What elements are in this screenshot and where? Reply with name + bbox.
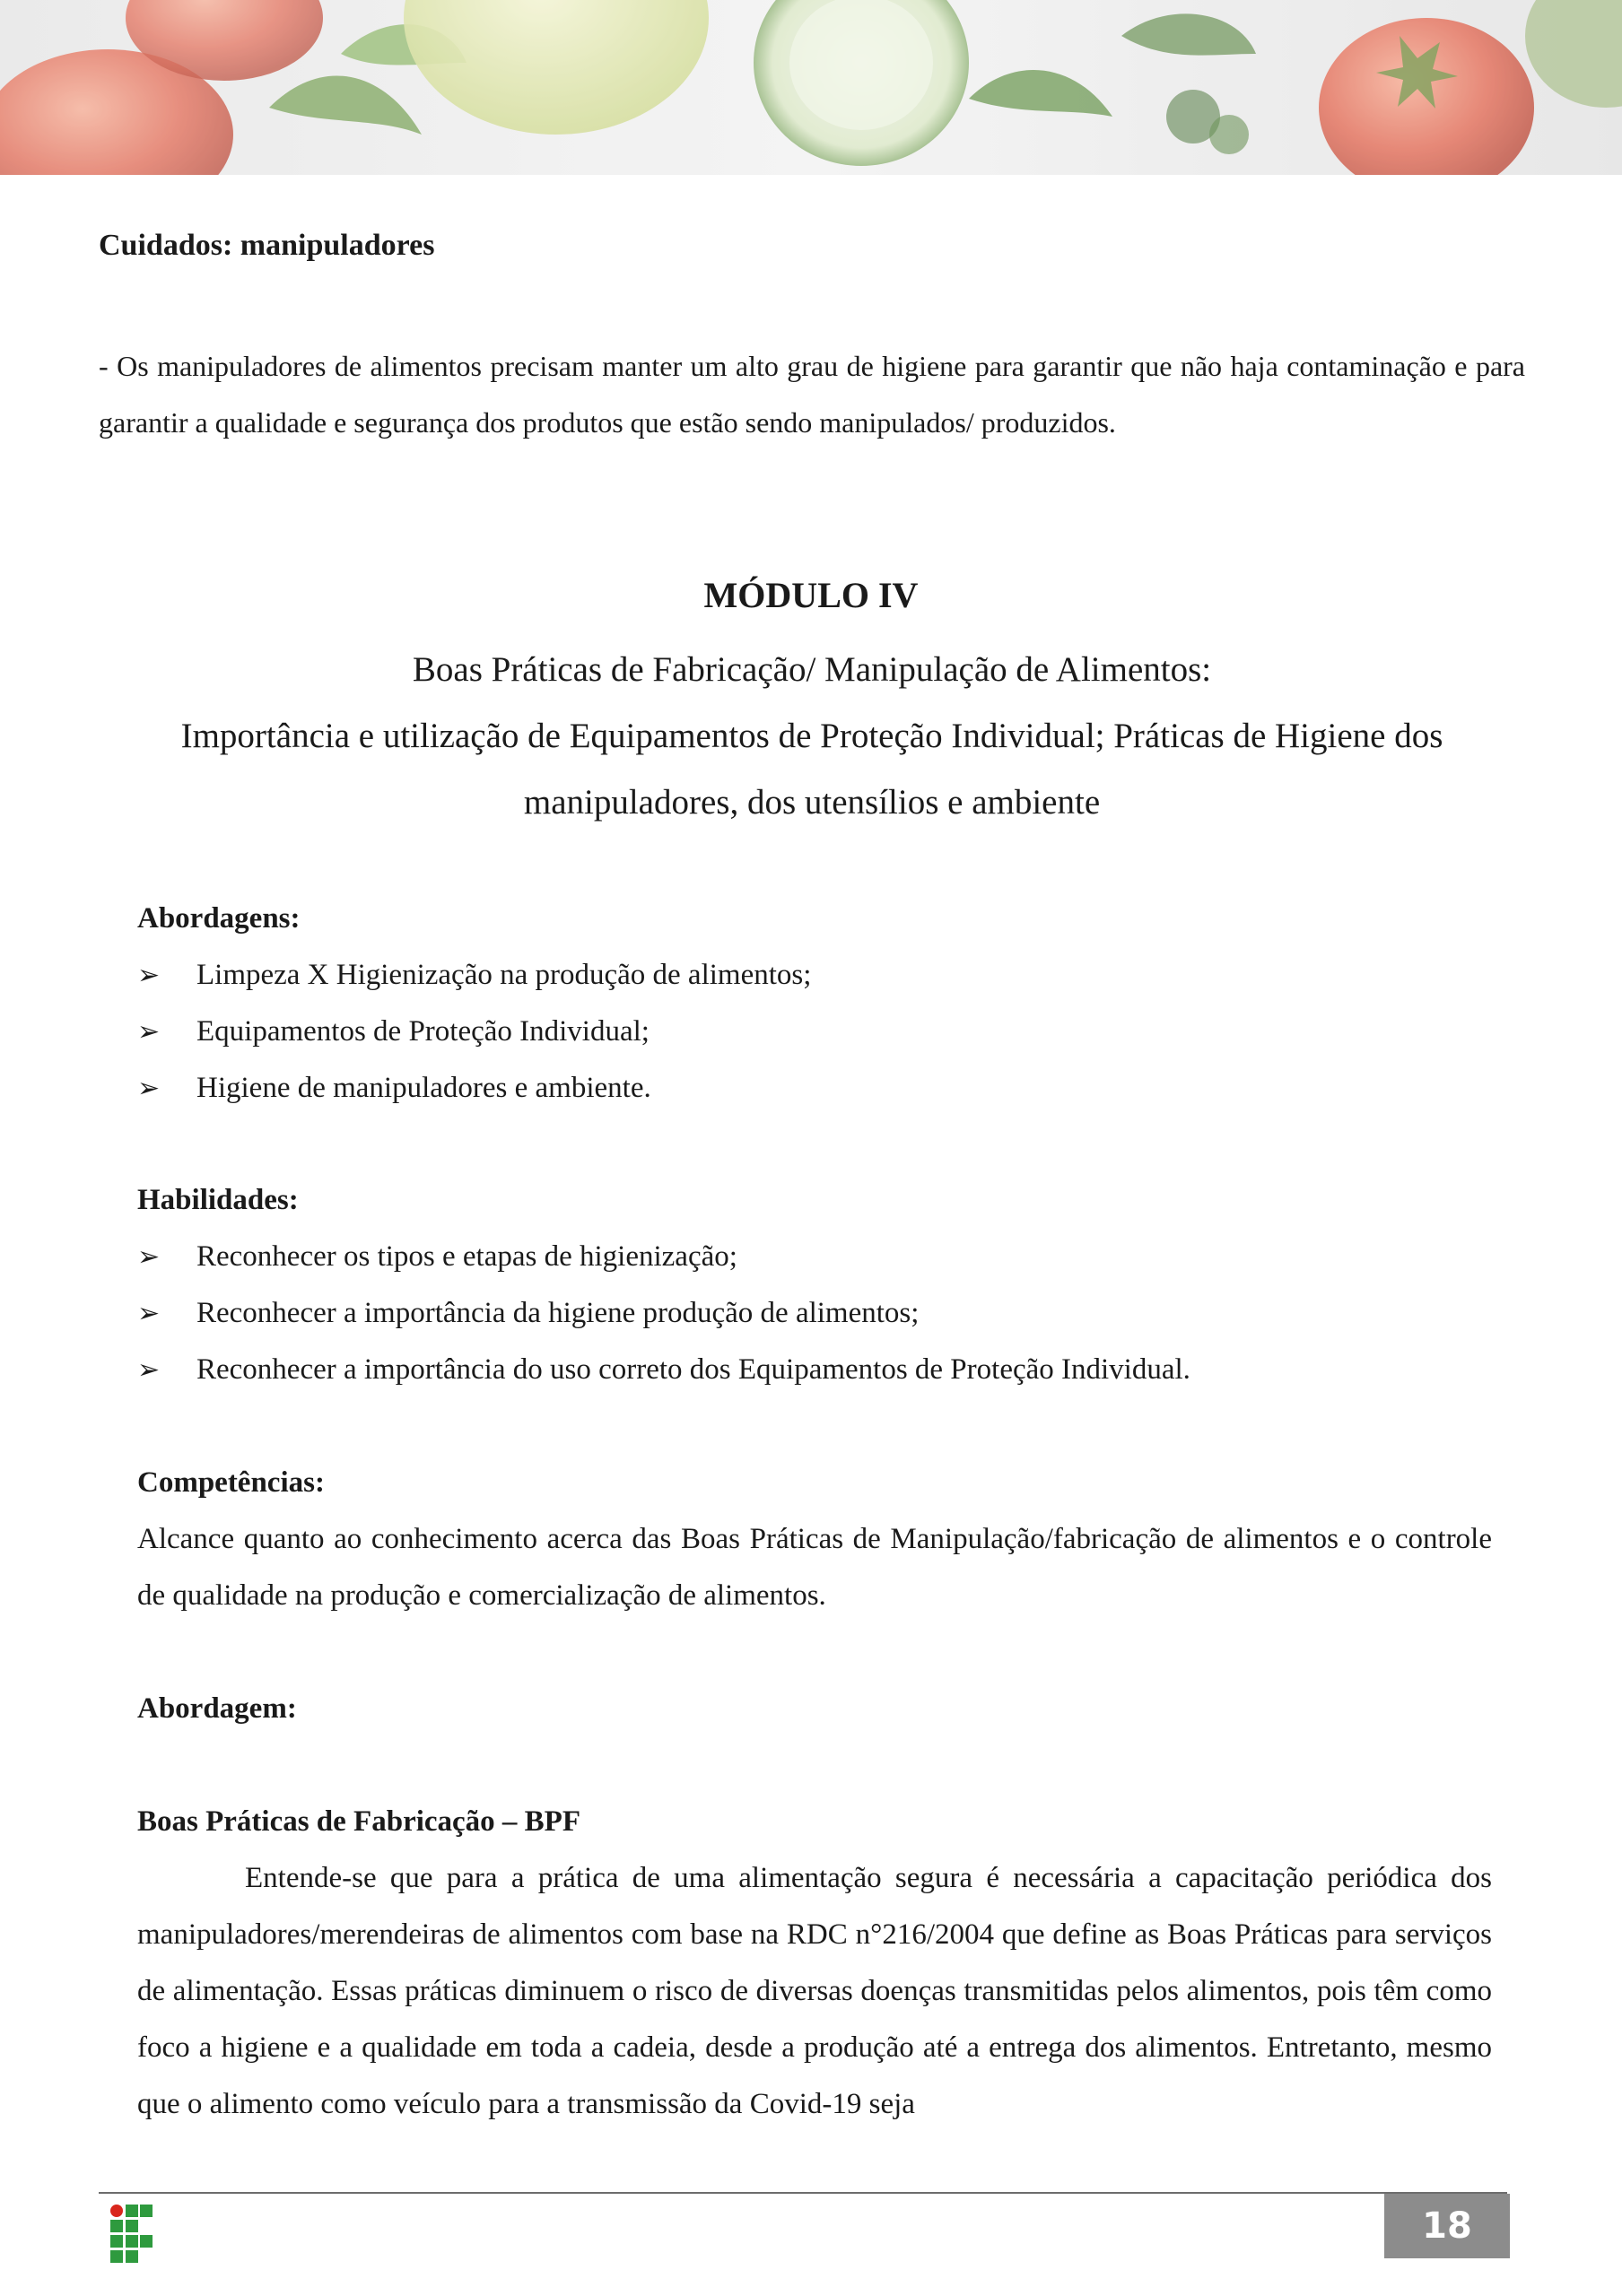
arrow-bullet-icon: ➢	[137, 1299, 161, 1328]
list-item: ➢ Reconhecer os tipos e etapas de higienização;	[137, 1229, 1492, 1285]
competencies-section	[137, 1455, 1492, 1624]
care-section-heading: Cuidados: manipuladores	[99, 229, 435, 262]
bpf-heading: Boas Práticas de Fabricação – BPF	[137, 1805, 581, 1838]
approaches-section	[137, 891, 1492, 1117]
vegetables-banner-image	[0, 0, 1622, 175]
arrow-bullet-icon: ➢	[137, 1074, 161, 1103]
arrow-bullet-icon: ➢	[137, 1017, 161, 1047]
module-subtitle-line2: Importância e utilização de Equipamentos de Proteção Individual; Práticas de Higiene dos manipuladores, dos utensílios e ambiente	[180, 717, 1443, 822]
approach-label: Abordagem:	[137, 1692, 297, 1725]
competencies-label: Competências:	[137, 1466, 325, 1499]
skills-list	[137, 1229, 1492, 1398]
module-subtitle	[90, 637, 1534, 836]
arrow-bullet-icon: ➢	[137, 1355, 161, 1385]
institution-logo-icon	[109, 2204, 154, 2267]
approach-section	[137, 1681, 1492, 1737]
approaches-label: Abordagens:	[137, 902, 301, 935]
arrow-bullet-icon: ➢	[137, 961, 161, 990]
list-item: ➢ Equipamentos de Proteção Individual;	[137, 1004, 1492, 1060]
skills-section	[137, 1172, 1492, 1398]
list-item: ➢ Reconhecer a importância do uso correto dos Equipamentos de Proteção Individual.	[137, 1342, 1492, 1398]
footer-divider	[99, 2192, 1507, 2194]
approaches-list	[137, 947, 1492, 1117]
bpf-text: Entende-se que para a prática de uma alimentação segura é necessária a capacitação periódica dos manipuladores/merendeiras de alimentos com base na RDC n°216/2004 que define as Boas Práticas para serviços de alimentação. Essas práticas diminuem o risco de diversas doenças transmitidas pelos alimentos, pois têm como foco a higiene e a qualidade em toda a cadeia, desde a produção até a entrega dos alimentos. Entretanto, mesmo que o alimento como veículo para a transmissão da Covid-19 seja	[137, 1862, 1492, 2120]
competencies-text: Alcance quanto ao conhecimento acerca das Boas Práticas de Manipulação/fabricação de alimentos e o controle de qualidade na produção e comercialização de alimentos.	[137, 1523, 1492, 1612]
page-number: 18	[1384, 2194, 1510, 2258]
care-section-text: - Os manipuladores de alimentos precisam manter um alto grau de higiene para garantir que não haja contaminação e para garantir a qualidade e segurança dos produtos que estão sendo manipulados/ produzidos.	[99, 350, 1525, 439]
module-title: MÓDULO IV	[703, 575, 919, 615]
list-item: ➢ Limpeza X Higienização na produção de alimentos;	[137, 947, 1492, 1004]
module-subtitle-line1: Boas Práticas de Fabricação/ Manipulação de Alimentos:	[412, 650, 1212, 689]
list-item: ➢ Higiene de manipuladores e ambiente.	[137, 1060, 1492, 1117]
skills-label: Habilidades:	[137, 1184, 299, 1216]
list-item: ➢ Reconhecer a importância da higiene produção de alimentos;	[137, 1285, 1492, 1342]
bpf-section	[137, 1794, 1492, 2133]
arrow-bullet-icon: ➢	[137, 1242, 161, 1272]
